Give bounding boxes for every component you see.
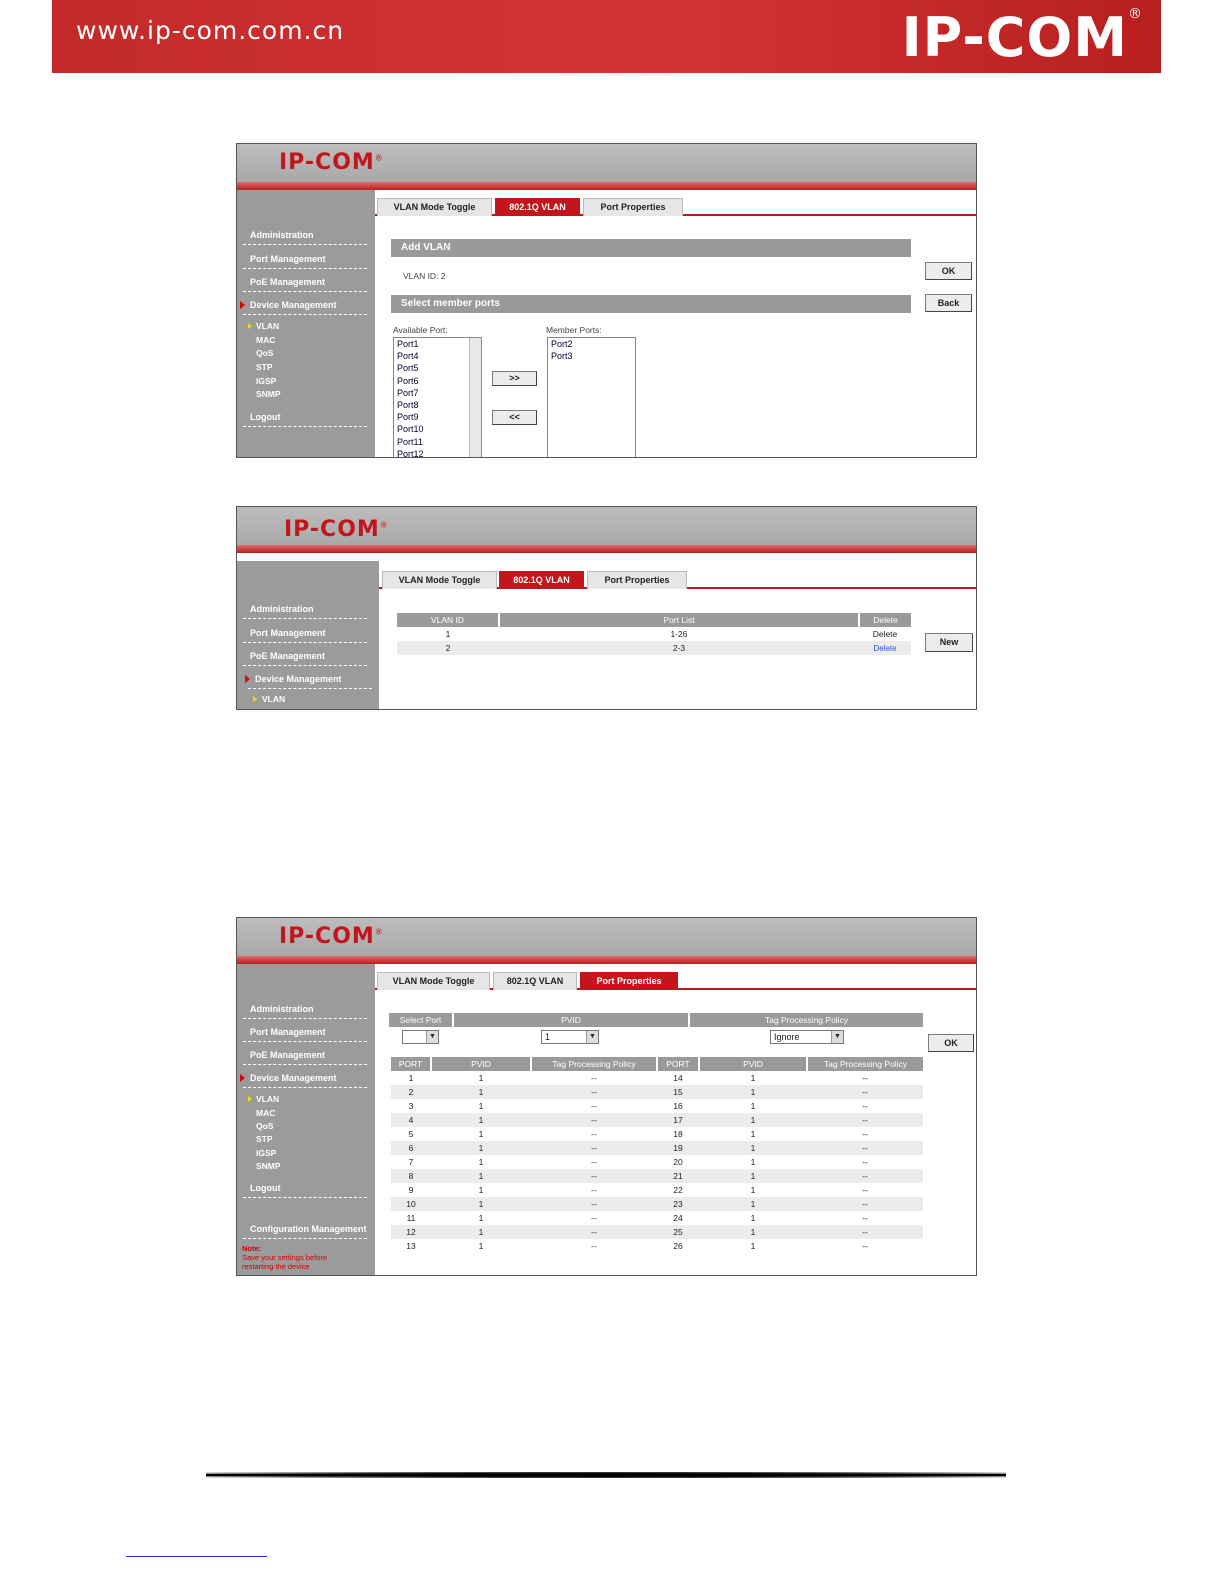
sidebar xyxy=(237,561,379,709)
pvid-cell: 1 xyxy=(431,1085,531,1099)
sidebar-item-device-management[interactable]: Device Management xyxy=(243,300,367,315)
header-stripe xyxy=(237,956,976,964)
form-header: Select Port xyxy=(389,1013,453,1027)
port-cell: 17 xyxy=(657,1113,699,1127)
policy-cell: -- xyxy=(807,1225,923,1239)
app-header xyxy=(237,918,976,956)
tag-policy-dropdown[interactable] xyxy=(770,1030,844,1044)
sidebar-item-configuration-management[interactable]: Configuration Management xyxy=(243,1224,367,1239)
tab-802-1q-vlan[interactable]: 802.1Q VLAN xyxy=(499,571,584,589)
app-logo-text: IP-COM xyxy=(279,150,375,175)
select-port-dropdown[interactable] xyxy=(402,1030,439,1044)
available-port-option[interactable]: Port12 xyxy=(397,448,424,458)
sidebar-sub-vlan[interactable]: VLAN xyxy=(256,1094,280,1104)
port-settings-form xyxy=(389,1013,923,1027)
pvid-cell: 1 xyxy=(699,1085,807,1099)
tab-vlan-mode-toggle[interactable]: VLAN Mode Toggle xyxy=(377,198,492,216)
pvid-cell: 1 xyxy=(431,1225,531,1239)
policy-cell: -- xyxy=(591,1073,597,1083)
tab-vlan-mode-toggle[interactable]: VLAN Mode Toggle xyxy=(382,571,497,589)
policy-cell: -- xyxy=(531,1197,657,1211)
header-stripe xyxy=(237,182,976,190)
pvid-cell: 1 xyxy=(699,1141,807,1155)
column-header: VLAN ID xyxy=(397,613,499,627)
registered-mark: ® xyxy=(1128,6,1143,22)
footer-rule-thin xyxy=(206,1474,1006,1476)
port-cell: 7 xyxy=(408,1157,414,1167)
table-row xyxy=(391,1113,923,1127)
available-port-option[interactable]: Port4 xyxy=(397,351,419,362)
add-vlan-heading: Add VLAN xyxy=(391,239,911,257)
member-port-list[interactable] xyxy=(547,337,636,458)
pvid-cell: 1 xyxy=(750,1241,756,1251)
pvid-cell: 1 xyxy=(750,1157,756,1167)
pvid-cell: 1 xyxy=(750,1073,756,1083)
sidebar-item-port-management[interactable]: Port Management xyxy=(243,254,367,269)
vlan-list-screenshot xyxy=(236,506,977,710)
port-cell: 4 xyxy=(391,1113,431,1127)
column-header: PORT xyxy=(657,1057,699,1071)
available-port-option[interactable]: Port7 xyxy=(397,387,419,398)
app-header xyxy=(237,144,976,182)
pvid-cell: 1 xyxy=(699,1113,807,1127)
tab-802-1q-vlan[interactable]: 802.1Q VLAN xyxy=(493,972,577,990)
sidebar-sub-igsp[interactable]: IGSP xyxy=(256,1148,277,1158)
port-cell: 25 xyxy=(657,1225,699,1239)
available-port-option[interactable]: Port8 xyxy=(397,400,419,411)
footer-link-underline[interactable] xyxy=(126,1556,267,1557)
column-header: PORT xyxy=(391,1057,431,1071)
chevron-down-icon: ▼ xyxy=(426,1031,438,1043)
port-cell: 12 xyxy=(391,1225,431,1239)
sidebar-sub-stp[interactable]: STP xyxy=(256,362,273,372)
pvid-cell: 1 xyxy=(431,1141,531,1155)
policy-cell: -- xyxy=(862,1185,868,1195)
app-logo-text: IP-COM xyxy=(279,924,375,949)
delete-link-cell[interactable] xyxy=(859,641,911,655)
port-cell: 23 xyxy=(657,1197,699,1211)
policy-cell: -- xyxy=(862,1241,868,1251)
port-cell: 18 xyxy=(673,1129,683,1139)
tab-802-1q-vlan[interactable]: 802.1Q VLAN xyxy=(495,198,580,216)
table-row xyxy=(391,1085,923,1099)
available-port-option[interactable]: Port11 xyxy=(397,436,423,447)
sidebar-sub-mac[interactable]: MAC xyxy=(256,1108,276,1118)
add-port-button[interactable]: >> xyxy=(492,371,537,386)
sidebar-sub-vlan[interactable]: VLAN xyxy=(262,694,286,704)
column-header: PVID xyxy=(699,1057,807,1071)
sidebar-sub-qos[interactable]: QoS xyxy=(256,348,274,358)
table-row xyxy=(391,1183,923,1197)
app-logo-text: IP-COM xyxy=(284,517,380,542)
port-cell: 9 xyxy=(408,1185,414,1195)
table-row xyxy=(397,627,911,641)
port-cell: 8 xyxy=(391,1169,431,1183)
sidebar-item-administration[interactable]: Administration xyxy=(243,604,367,619)
sidebar-sub-igsp[interactable]: IGSP xyxy=(256,376,277,386)
policy-cell: -- xyxy=(591,1213,597,1223)
policy-cell: -- xyxy=(591,1129,597,1139)
pvid-cell: 1 xyxy=(478,1157,484,1167)
pvid-dropdown[interactable] xyxy=(541,1030,599,1044)
logo-text: IP-COM xyxy=(901,6,1128,69)
policy-cell: -- xyxy=(862,1129,868,1139)
tab-bar xyxy=(375,970,977,990)
page-header-banner xyxy=(52,0,1161,73)
port-cell: 13 xyxy=(406,1241,416,1251)
sidebar-sub-mac[interactable]: MAC xyxy=(256,335,276,345)
active-item-arrow-icon xyxy=(248,1096,252,1102)
tab-port-properties[interactable]: Port Properties xyxy=(580,972,678,990)
sidebar-item-port-management[interactable]: Port Management xyxy=(243,628,367,643)
app-logo xyxy=(279,924,384,949)
vlan-table xyxy=(397,613,911,655)
port-cell: 21 xyxy=(657,1169,699,1183)
sidebar-sub-snmp[interactable]: SNMP xyxy=(256,389,281,399)
policy-cell: -- xyxy=(591,1157,597,1167)
tab-port-properties[interactable]: Port Properties xyxy=(587,571,687,589)
form-header-row xyxy=(389,1013,923,1027)
port-cell: 14 xyxy=(673,1073,683,1083)
port-list-cell: 1-26 xyxy=(670,629,688,639)
policy-cell: -- xyxy=(807,1141,923,1155)
header-stripe xyxy=(237,545,976,553)
sidebar-item-administration[interactable]: Administration xyxy=(243,1004,367,1019)
form-header: Tag Processing Policy xyxy=(689,1013,923,1027)
tag-policy-value: Ignore xyxy=(774,1032,800,1042)
ok-button[interactable]: OK xyxy=(928,1034,974,1052)
port-cell: 5 xyxy=(408,1129,414,1139)
policy-cell: -- xyxy=(862,1157,868,1167)
table-row xyxy=(391,1141,923,1155)
sidebar-sub-vlan[interactable]: VLAN xyxy=(256,321,280,331)
app-header xyxy=(237,507,976,545)
note-text: Save your settings before restarting the device xyxy=(242,1253,328,1271)
table-row xyxy=(391,1071,923,1085)
port-cell: 6 xyxy=(391,1141,431,1155)
delete-link[interactable]: Delete xyxy=(873,644,897,653)
pvid-cell: 1 xyxy=(750,1129,756,1139)
table-row xyxy=(391,1155,923,1169)
port-cell: 20 xyxy=(673,1157,683,1167)
pvid-cell: 1 xyxy=(478,1073,484,1083)
sidebar xyxy=(237,190,375,457)
member-ports-label: Member Ports: xyxy=(546,325,602,335)
policy-cell: -- xyxy=(591,1185,597,1195)
sidebar-item-logout[interactable]: Logout xyxy=(243,1183,367,1198)
port-list-cell: 2-3 xyxy=(499,641,859,655)
vlan-id-cell: 2 xyxy=(397,641,499,655)
sidebar-sub-stp[interactable]: STP xyxy=(256,1134,273,1144)
delete-cell: Delete xyxy=(872,629,898,639)
column-header: Tag Processing Policy xyxy=(531,1057,657,1071)
column-header: Delete xyxy=(859,613,911,627)
sidebar-item-poe-management[interactable]: PoE Management xyxy=(243,1050,367,1065)
tab-port-properties[interactable]: Port Properties xyxy=(583,198,683,216)
active-item-arrow-icon xyxy=(253,696,257,702)
port-cell: 15 xyxy=(657,1085,699,1099)
sidebar xyxy=(237,964,375,1275)
port-properties-table xyxy=(391,1057,923,1253)
port-properties-screenshot xyxy=(236,917,977,1276)
ip-com-logo xyxy=(902,6,1143,69)
table-row xyxy=(391,1211,923,1225)
sidebar-item-poe-management[interactable]: PoE Management xyxy=(243,651,367,666)
pvid-cell: 1 xyxy=(699,1225,807,1239)
ok-button[interactable]: OK xyxy=(925,262,972,280)
pvid-cell: 1 xyxy=(699,1197,807,1211)
available-port-option[interactable]: Port6 xyxy=(397,375,419,386)
column-header: Port List xyxy=(499,613,859,627)
form-header: PVID xyxy=(453,1013,689,1027)
vlan-id-cell: 1 xyxy=(445,629,451,639)
pvid-cell: 1 xyxy=(750,1101,756,1111)
table-row xyxy=(397,641,911,655)
policy-cell: -- xyxy=(862,1213,868,1223)
policy-cell: -- xyxy=(807,1113,923,1127)
port-cell: 24 xyxy=(673,1213,683,1223)
active-item-arrow-icon xyxy=(248,323,252,329)
pvid-cell: 1 xyxy=(478,1185,484,1195)
column-header: Tag Processing Policy xyxy=(807,1057,923,1071)
vlan-id-label: VLAN ID: 2 xyxy=(403,271,446,281)
available-port-label: Available Port: xyxy=(393,325,448,335)
add-vlan-screenshot xyxy=(236,143,977,458)
sidebar-sub-snmp[interactable]: SNMP xyxy=(256,1161,281,1171)
pvid-cell: 1 xyxy=(750,1213,756,1223)
chevron-down-icon: ▼ xyxy=(831,1031,843,1043)
pvid-cell: 1 xyxy=(478,1101,484,1111)
port-cell: 1 xyxy=(408,1073,414,1083)
policy-cell: -- xyxy=(591,1241,597,1251)
pvid-cell: 1 xyxy=(699,1169,807,1183)
back-button[interactable]: Back xyxy=(925,294,972,312)
available-port-option[interactable]: Port10 xyxy=(397,424,424,435)
table-header-row xyxy=(391,1057,923,1071)
port-cell: 16 xyxy=(673,1101,683,1111)
table-row xyxy=(391,1197,923,1211)
select-member-heading: Select member ports xyxy=(391,295,911,313)
tab-bar xyxy=(375,196,977,216)
table-row xyxy=(391,1127,923,1141)
port-cell: 11 xyxy=(406,1213,416,1223)
policy-cell: -- xyxy=(807,1197,923,1211)
pvid-value: 1 xyxy=(545,1032,551,1042)
available-port-option[interactable]: Port1 xyxy=(397,339,419,349)
port-cell: 10 xyxy=(391,1197,431,1211)
policy-cell: -- xyxy=(807,1085,923,1099)
chevron-down-icon: ▼ xyxy=(586,1031,598,1043)
available-port-list[interactable] xyxy=(393,337,482,458)
member-port-option[interactable]: Port3 xyxy=(551,351,573,362)
tab-vlan-mode-toggle[interactable]: VLAN Mode Toggle xyxy=(377,972,490,990)
policy-cell: -- xyxy=(531,1113,657,1127)
table-header-row xyxy=(397,613,911,627)
port-cell: 2 xyxy=(391,1085,431,1099)
available-port-option[interactable]: Port9 xyxy=(397,412,419,423)
sidebar-item-logout[interactable]: Logout xyxy=(243,412,367,427)
sidebar-item-administration[interactable]: Administration xyxy=(243,230,367,245)
website-url: www.ip-com.com.cn xyxy=(76,16,345,45)
app-logo-reg: ® xyxy=(379,520,389,530)
pvid-cell: 1 xyxy=(431,1113,531,1127)
port-cell: 3 xyxy=(408,1101,414,1111)
app-logo xyxy=(284,517,389,542)
pvid-cell: 1 xyxy=(750,1185,756,1195)
table-row xyxy=(391,1099,923,1113)
table-row xyxy=(391,1239,923,1253)
remove-port-button[interactable]: << xyxy=(492,410,537,425)
sidebar-item-port-management[interactable]: Port Management xyxy=(243,1027,367,1042)
app-logo xyxy=(279,150,384,175)
policy-cell: -- xyxy=(862,1073,868,1083)
pvid-cell: 1 xyxy=(478,1129,484,1139)
pvid-cell: 1 xyxy=(478,1241,484,1251)
policy-cell: -- xyxy=(531,1141,657,1155)
port-cell: 19 xyxy=(657,1141,699,1155)
port-cell: 22 xyxy=(673,1185,683,1195)
table-row xyxy=(391,1169,923,1183)
policy-cell: -- xyxy=(591,1101,597,1111)
app-logo-reg: ® xyxy=(374,153,384,163)
pvid-cell: 1 xyxy=(431,1169,531,1183)
member-port-option[interactable]: Port2 xyxy=(551,339,573,349)
pvid-cell: 1 xyxy=(431,1197,531,1211)
available-port-option[interactable]: Port5 xyxy=(397,363,419,374)
sidebar-item-poe-management[interactable]: PoE Management xyxy=(243,277,367,292)
policy-cell: -- xyxy=(531,1085,657,1099)
column-header: PVID xyxy=(431,1057,531,1071)
app-logo-reg: ® xyxy=(374,927,384,937)
policy-cell: -- xyxy=(531,1225,657,1239)
port-cell: 26 xyxy=(673,1241,683,1251)
note-title: Note: xyxy=(242,1244,262,1253)
tab-bar xyxy=(379,569,977,589)
policy-cell: -- xyxy=(862,1101,868,1111)
sidebar-item-device-management[interactable]: Device Management xyxy=(243,1073,367,1088)
sidebar-sub-qos[interactable]: QoS xyxy=(256,1121,274,1131)
policy-cell: -- xyxy=(807,1169,923,1183)
list-scrollbar[interactable] xyxy=(469,338,481,458)
sidebar-item-device-management[interactable]: Device Management xyxy=(248,674,372,689)
table-row xyxy=(391,1225,923,1239)
policy-cell: -- xyxy=(531,1169,657,1183)
pvid-cell: 1 xyxy=(478,1213,484,1223)
new-button[interactable]: New xyxy=(925,633,973,652)
